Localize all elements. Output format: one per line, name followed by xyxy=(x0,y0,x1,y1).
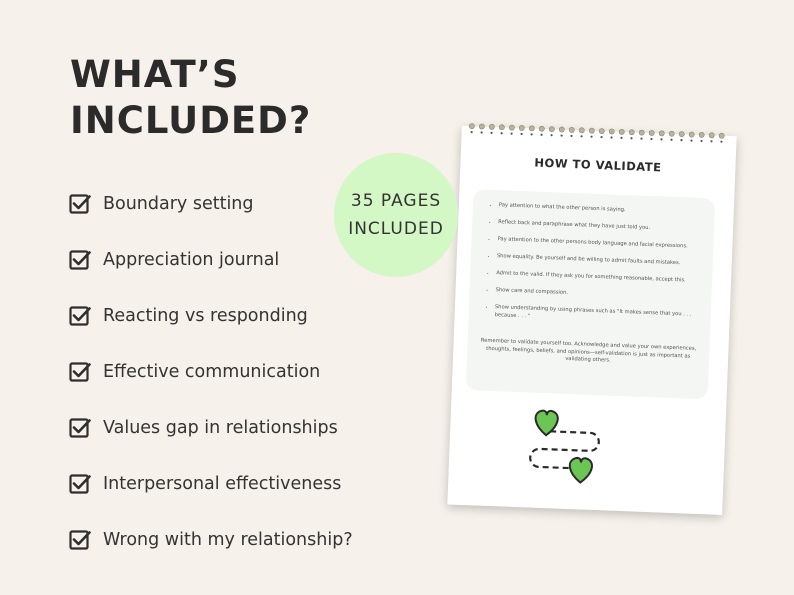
title-line-1: WHAT’S xyxy=(70,53,240,96)
badge-line-2: INCLUDED xyxy=(348,219,444,239)
title-line-2: INCLUDED? xyxy=(70,99,312,142)
checkbox-check-icon xyxy=(69,473,91,495)
feature-item xyxy=(69,288,353,344)
feature-label: Boundary setting xyxy=(103,194,254,214)
checkbox-check-icon xyxy=(69,417,91,439)
connected-hearts-illustration xyxy=(526,401,619,494)
feature-item xyxy=(69,344,353,400)
tip-item: • Show care and compassion. xyxy=(495,287,699,302)
feature-item xyxy=(69,512,353,568)
feature-label: Wrong with my relationship? xyxy=(103,530,353,550)
tip-item: • Pay attention to what the other person is saying. xyxy=(499,202,703,217)
feature-label: Reacting vs responding xyxy=(103,306,308,326)
notebook-page-preview xyxy=(447,120,737,515)
tip-item: • Reflect back and paraphrase what they have just told you. xyxy=(498,219,702,234)
preview-title: HOW TO VALIDATE xyxy=(534,155,662,175)
feature-label: Effective communication xyxy=(103,362,321,382)
validation-tips-list xyxy=(468,189,715,327)
feature-list xyxy=(69,176,353,568)
feature-label: Values gap in relationships xyxy=(103,418,338,438)
checkbox-check-icon xyxy=(69,249,91,271)
self-validation-note: Remember to validate yourself too. Acknowledge and value your own experiences, thoughts, feelings, beliefs, and opinions—self-validation is just as important as validating others. xyxy=(480,337,697,364)
validation-tips-card xyxy=(466,189,716,399)
feature-label: Appreciation journal xyxy=(103,250,280,270)
checkbox-check-icon xyxy=(69,305,91,327)
feature-item xyxy=(69,456,353,512)
feature-item xyxy=(69,400,353,456)
tip-item: • Show equality. Be yourself and be willing to admit faults and mistakes. xyxy=(497,253,701,268)
tip-item: • Show understanding by using phrases such as "It makes sense that you . . . because . . . " xyxy=(494,304,698,327)
badge-line-1: 35 PAGES xyxy=(350,191,442,211)
page-title xyxy=(70,52,311,144)
pages-included-badge xyxy=(334,153,458,277)
feature-item xyxy=(69,232,353,288)
feature-label: Interpersonal effectiveness xyxy=(103,474,342,494)
tip-item: • Admit to the valid. If they ask you for something reasonable, accept this. xyxy=(496,270,700,285)
page-sheet xyxy=(447,126,736,515)
feature-item xyxy=(69,176,353,232)
heart-icon xyxy=(569,458,592,483)
checkbox-check-icon xyxy=(69,193,91,215)
checkbox-check-icon xyxy=(69,529,91,551)
checkbox-check-icon xyxy=(69,361,91,383)
tip-item: • Pay attention to the other persons body language and facial expressions. xyxy=(497,236,701,251)
